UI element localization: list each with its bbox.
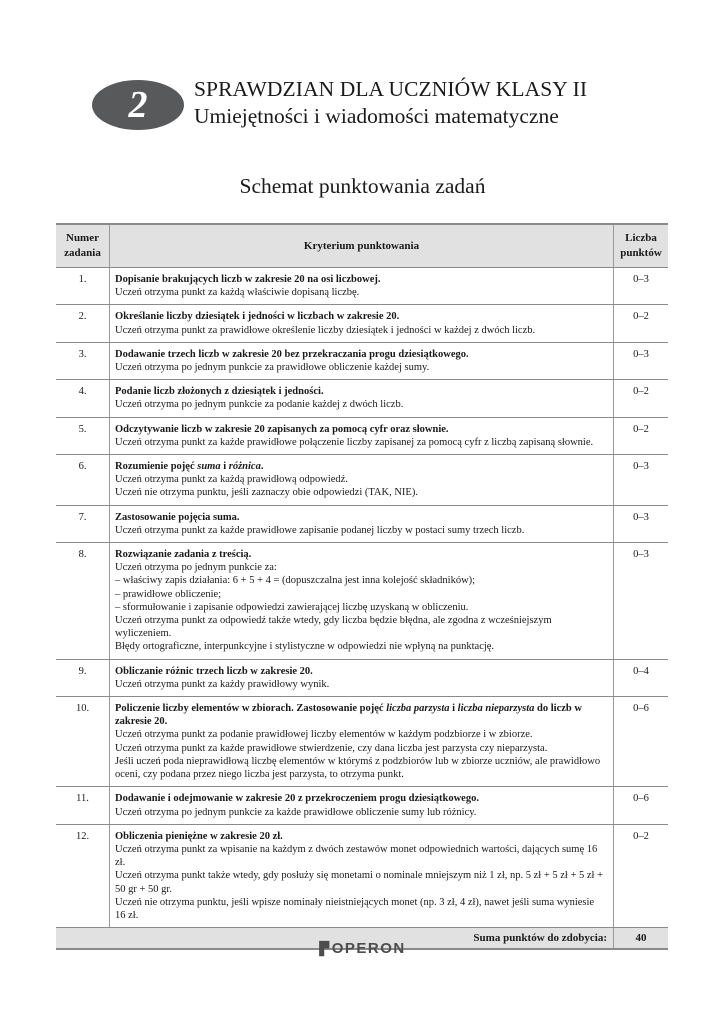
points-range: 0–6: [633, 703, 649, 715]
points-range: 0–2: [633, 830, 649, 842]
criterion-line: Uczeń otrzyma po jednym punkcie za:: [115, 562, 277, 574]
table-row: [56, 824, 668, 927]
criterion-line: Uczeń nie otrzyma punktu, jeśli wpisze nominały nieistniejących monet (np. 3 zł, 4 zł), nawet jeśli suma wyniesie 16 zł.: [115, 896, 595, 921]
criterion-title: Podanie liczb złożonych z dziesiątek i jedności.: [115, 386, 324, 398]
points-range: 0–4: [633, 665, 649, 677]
task-number: 2.: [56, 305, 110, 341]
task-number: 10.: [56, 697, 110, 786]
table-row: [56, 542, 668, 659]
task-number: 5.: [56, 418, 110, 454]
table-row: [56, 786, 668, 823]
sum-label: Suma punktów do zdobycia:: [56, 928, 614, 948]
criterion-line: Uczeń otrzyma punkt za każde prawidłowe połączenie liczby zapisanej za pomocą cyfr z liczbą zapisaną słownie.: [115, 436, 594, 448]
criterion-cell: [110, 506, 614, 542]
criterion-line: Uczeń otrzyma punkt za każdy prawidłowy wynik.: [115, 678, 330, 690]
criterion-cell: [110, 418, 614, 454]
criterion-line: Błędy ortograficzne, interpunkcyjne i stylistyczne w odpowiedzi nie wpłyną na punktację.: [115, 641, 495, 653]
header-criterion: Kryterium punktowania: [110, 225, 614, 267]
task-number-badge: [92, 80, 184, 130]
criterion-title: Określanie liczby dziesiątek i jedności w liczbach w zakresie 20.: [115, 311, 400, 323]
criterion-line: Uczeń otrzyma punkt za każde prawidłowe stwierdzenie, czy dana liczba jest parzysta czy nieparzysta.: [115, 742, 548, 754]
criterion-line: Uczeń otrzyma punkt za każdą właściwie dopisaną liczbę.: [115, 287, 360, 299]
logo-mark-icon: ▛: [319, 941, 331, 956]
criterion-line: Uczeń otrzyma punkt za odpowiedź także wtedy, gdy liczba będzie błędna, ale zgodna z wcześniejszym wyliczeniem.: [115, 615, 552, 640]
header-points: Liczba punktów: [620, 232, 662, 259]
criterion-line: Uczeń otrzyma punkt za wpisanie na każdym z dwóch zestawów monet odpowiednich wartości, dających sumę 16 zł.: [115, 843, 598, 869]
task-number: 12.: [56, 825, 110, 927]
task-number: 11.: [56, 787, 110, 823]
task-number: 3.: [56, 343, 110, 379]
criterion-title-part: i: [220, 461, 229, 473]
page-title: SPRAWDZIAN DLA UCZNIÓW KLASY II: [194, 77, 588, 101]
points-range: 0–3: [633, 549, 649, 561]
sum-value: 40: [635, 932, 647, 945]
badge-number: 2: [128, 84, 148, 126]
task-number: 4.: [56, 380, 110, 416]
logo-text: OPERON: [331, 940, 406, 957]
points-range: 0–2: [633, 423, 649, 435]
criterion-line: Uczeń otrzyma punkt za prawidłowe określenie liczby dziesiątek i jedności w każdej z dwóch liczb.: [115, 324, 536, 336]
table-row: [56, 342, 668, 379]
operon-logo: [0, 940, 725, 957]
criterion-title: [115, 460, 607, 473]
table-body: [56, 268, 668, 927]
criterion-line: Uczeń otrzyma po jednym punkcie za prawidłowe obliczenie każdej sumy.: [115, 362, 430, 374]
criterion-line: Uczeń otrzyma punkt za podanie prawidłowej liczby elementów w każdym podzbiorze i w zbiorze.: [115, 729, 533, 741]
table-row: [56, 268, 668, 304]
table-row: [56, 379, 668, 416]
points-range: 0–3: [633, 348, 649, 360]
task-number: 6.: [56, 455, 110, 505]
criterion-line: Uczeń otrzyma punkt za każdą prawidłową odpowiedź.: [115, 474, 348, 486]
criterion-title: Dodawanie i odejmowanie w zakresie 20 z przekroczeniem progu dziesiątkowego.: [115, 793, 479, 805]
criterion-line: Uczeń otrzyma punkt za każde prawidłowe zapisanie podanej liczby w postaci sumy trzech liczb.: [115, 524, 525, 536]
task-number: 8.: [56, 543, 110, 659]
schema-title: Schemat punktowania zadań: [239, 174, 486, 198]
table-row: [56, 454, 668, 505]
criterion-cell: [110, 455, 614, 505]
criterion-cell: [110, 305, 614, 341]
criterion-cell: [110, 787, 614, 823]
criterion-cell: [110, 543, 614, 659]
task-number: 1.: [56, 268, 110, 304]
criterion-title-part: Rozumienie pojęć: [115, 461, 198, 473]
criterion-line: Uczeń otrzyma punkt także wtedy, gdy posłuży się monetami o nominale mniejszym niż 1 zł, np. 5 zł + 5 zł + 5 zł + 50 gr + 50 gr.: [115, 870, 604, 895]
points-range: 0–6: [633, 793, 649, 805]
table-row: [56, 505, 668, 542]
criterion-line: Uczeń otrzyma po jednym punkcie za podanie każdej z dwóch liczb.: [115, 399, 404, 411]
header-number: Numer zadania: [56, 225, 110, 267]
criterion-cell: [110, 268, 614, 304]
criterion-line: – sformułowanie i zapisanie odpowiedzi zawierającej liczbę uzyskaną w obliczeniu.: [115, 601, 469, 613]
criterion-line: – właściwy zapis działania: 6 + 5 + 4 = (dopuszczalna jest inna kolejość składników);: [115, 575, 476, 587]
criterion-title-part: liczba nieparzysta: [457, 703, 535, 715]
points-range: 0–2: [633, 311, 649, 323]
criterion-title: Obliczenia pieniężne w zakresie 20 zł.: [115, 830, 283, 842]
criterion-title: Rozwiązanie zadania z treścią.: [115, 549, 252, 561]
points-range: 0–2: [633, 386, 649, 398]
table-row: [56, 659, 668, 696]
criterion-title-part: i: [449, 703, 458, 715]
criterion-title: Obliczanie różnic trzech liczb w zakresie 20.: [115, 665, 313, 677]
table-row: [56, 304, 668, 341]
points-range: 0–3: [633, 511, 649, 523]
criterion-title: Zastosowanie pojęcia suma.: [115, 511, 240, 523]
criterion-title-part: różnica: [228, 461, 261, 473]
task-number: 9.: [56, 660, 110, 696]
table-row: [56, 417, 668, 454]
criterion-line: Uczeń otrzyma po jednym punkcie za każde prawidłowe obliczenie sumy lub różnicy.: [115, 806, 477, 818]
points-range: 0–3: [633, 461, 649, 473]
criterion-title-part: Policzenie liczby elementów w zbiorach. Zastosowanie pojęć: [115, 703, 387, 715]
task-number: 7.: [56, 506, 110, 542]
criterion-title: Dopisanie brakujących liczb w zakresie 20 na osi liczbowej.: [115, 274, 381, 285]
page-subtitle: Umiejętności i wiadomości matematyczne: [194, 104, 559, 128]
criterion-title-part: do liczb w zakresie 20.: [115, 703, 582, 728]
criterion-line: – prawidłowe obliczenie;: [115, 588, 222, 600]
criterion-title-part: .: [260, 461, 264, 473]
criterion-title-part: suma: [197, 461, 221, 473]
scoring-table: [56, 223, 668, 950]
criterion-title: Dodawanie trzech liczb w zakresie 20 bez przekraczania progu dziesiątkowego.: [115, 348, 469, 360]
points-range: 0–3: [633, 274, 649, 285]
table-row: [56, 696, 668, 786]
criterion-line: Uczeń nie otrzyma punktu, jeśli zaznaczy obie odpowiedzi (TAK, NIE).: [115, 487, 418, 499]
criterion-title: [115, 702, 607, 728]
criterion-line: Jeśli uczeń poda nieprawidłową liczbę elementów w którymś z podzbiorów lub w zbiorze uczniów, ale prawidłowo oceni, czy podana przez niego liczba jest parzysta, to otrzyma punkt.: [115, 755, 601, 781]
criterion-cell: [110, 697, 614, 786]
criterion-cell: [110, 825, 614, 927]
criterion-cell: [110, 343, 614, 379]
criterion-title: Odczytywanie liczb w zakresie 20 zapisanych za pomocą cyfr oraz słownie.: [115, 423, 449, 435]
criterion-cell: [110, 380, 614, 416]
criterion-cell: [110, 660, 614, 696]
criterion-title-part: liczba parzysta: [386, 703, 450, 715]
table-header-row: [56, 225, 668, 268]
